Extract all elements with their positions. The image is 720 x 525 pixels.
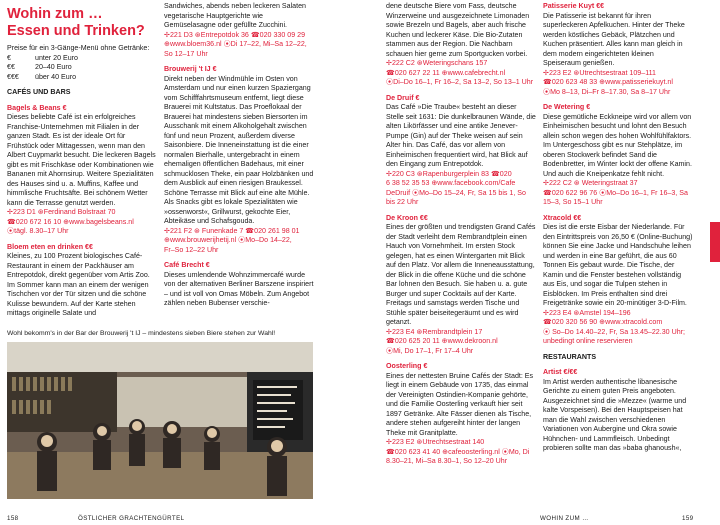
entry-meta: ⦿Di–Do 16–1, Fr 16–2, Sa 13–2, So 13–1 Uhr	[386, 78, 534, 86]
photo-caption: Wohl bekomm's in der Bar der Brouwerij 't IJ – mindestens sieben Biere stehen zur Wahl!	[7, 330, 276, 337]
entry-meta: ✢221 F2 ⊛ Funenkade 7 ☎020 261 98 01	[164, 226, 300, 235]
entry-title-kroon: De Kroon €€	[386, 213, 428, 222]
section-heading-cafes: CAFÉS UND BARS	[7, 88, 71, 96]
entry-meta: ✢222 C2 ⊛Weteringschans 157	[386, 59, 488, 67]
entry-text-bloem: Kleines, zu 100 Prozent biologisches Café-Restaurant in einem der Packhäuser am Entrepotdok, direkt gegenüber vom Artis Zoo. Im Sommer kann man an einem der wenigen Tischchen vor der Tür sitzen und die schöne Kulisse bewundern. Auf der Karte stehen mittags originelle Salate und	[7, 252, 150, 317]
footer-section-left: ÖSTLICHER GRACHTENGÜRTEL	[78, 515, 185, 522]
entry-meta[interactable]: ☎020 623 48 33 ⊕www.patisseriekuyt.nl	[543, 78, 673, 86]
entry-text-druif: Das Café »Die Traube« besteht an dieser Stelle seit 1631: Die dunkelbraunen Wände, die alten Likörfässer und eine antike Jenever-Pumpe (Gin) auf der Theke weisen auf sein Alter hin. Das Café, das vor allem von Einheimischen frequentiert wird, hat Blick auf den Eingang zum Entrepotdok.	[386, 103, 536, 168]
entry-meta: unbedingt online reservieren	[543, 337, 633, 345]
entry-meta: ✢223 E4 ⊛Amstel 194–196	[543, 308, 631, 317]
price-row: €€€ über 40 Euro	[7, 72, 77, 81]
entry-meta[interactable]: ⊕www.bloem36.nl ⦿Di 17–22, Mi–Sa 12–22,	[164, 40, 307, 48]
entry-title-bagels: Bagels & Beans €	[7, 103, 67, 112]
page-number-right: 159	[682, 515, 694, 522]
price-row: € unter 20 Euro	[7, 53, 78, 62]
footer-section-right: WOHIN ZUM …	[540, 515, 589, 522]
entry-meta: ✢223 E2 ⊛Utrechtsestraat 109–111	[543, 68, 656, 77]
column-1	[7, 6, 157, 319]
bar-photo-illustration	[7, 342, 313, 499]
entry-text-brecht-cont: dene deutsche Biere vom Fass, deutsche Winzerweine und ausgezeichnete Limonaden sowie Brezeln und Bagels, aber auch frische Kuchen und leckerer Käse. Die Bio-Zutaten stammen aus der Region. Die Nachbarn schauen hier gerne zum Sportgucken vorbei.	[386, 2, 530, 58]
entry-title-bloem: Bloem eten en drinken €€	[7, 242, 93, 251]
entry-title-wetering: De Wetering €	[543, 103, 591, 111]
price-row: €€ 20–40 Euro	[7, 63, 72, 71]
entry-meta: ✢223 E4 ⊛Rembrandtplein 17	[386, 327, 483, 336]
entry-meta[interactable]: ⊕www.brouwerijhetij.nl ⦿Mo–Do 14–22,	[164, 236, 292, 244]
entry-meta: Fr–So 12–22 Uhr	[164, 245, 219, 254]
column-2	[164, 2, 314, 309]
entry-meta[interactable]: ☎020 627 22 11 ⊕www.cafebrecht.nl	[386, 68, 506, 77]
entry-text-bagels: Dieses beliebte Café ist ein erfolgreiches Franchise-Unternehmen mit Filialen in der ganzen Stadt. Es ist der ideale Ort für Frühstück oder Mittagessen, wenn man den Albert Cuypmarkt besucht. Die leckeren Bagels gibt es mit Frischkäse oder Kombinationen wie Bananen mit Ahornsirup. Weitere Spezialitäten des Hauses sind u. a. Muffins, Kaffee und himmlische Fruchtsäfte. Bei schönem Wetter kann die Terrasse genutzt werden.	[7, 113, 156, 207]
entry-meta: 15–3, So 15–1 Uhr	[543, 198, 603, 206]
column-4	[543, 2, 693, 454]
entry-meta: ⦿tägl. 8.30–17 Uhr	[7, 227, 69, 235]
entry-title-xtracold: Xtracold €€	[543, 213, 582, 222]
entry-meta: ⦿ So–Do 14.40–22, Fr, Sa 13.45–22.30 Uhr;	[543, 327, 685, 336]
entry-text-bloem-cont: Sandwiches, abends neben leckeren Salaten vegetarische Hauptgerichte wie Gemüselasagne oder gefüllte Zucchini.	[164, 2, 306, 29]
entry-meta[interactable]: ☎020 625 20 11 ⊕www.dekroon.nl	[386, 337, 498, 345]
entry-meta[interactable]: ☎020 320 56 90 ⊕www.xtracold.com	[543, 318, 663, 326]
entry-meta[interactable]: 6 38 52 35 53 ⊕www.facebook.com/Cafe	[386, 179, 516, 187]
entry-text-xtracold: Dies ist die erste Eisbar der Niederlande. Für den Eintrittspreis von 26,50 € (Online-Buchung) können Sie eine Jacke und Handschuhe leihen und werden in eine Bar geführt, die aus 60 Tonnen Eis gebaut wurde. Die Tische, der Kamin und die Fenster bestehen vollständig aus Eis, und sogar die Tulpen stehen in Eisblöcken. Im Preis enthalten sind drei Freigetränke sowie ein 20-minütiger 3-D-Film.	[543, 223, 693, 307]
entry-title-kuyt: Patisserie Kuyt €€	[543, 2, 605, 10]
price-intro: Preise für ein 3-Gänge-Menü ohne Getränke:	[7, 44, 150, 52]
section-heading-restaurants: RESTAURANTS	[543, 352, 597, 361]
price-list	[7, 54, 157, 83]
entry-meta: ✢223 D1 ⊛Ferdinand Bolstraat 70	[7, 208, 116, 216]
entry-meta[interactable]: ☎020 623 41 40 ⊕cafeoosterling.nl ⦿Mo, Di	[386, 447, 530, 456]
page-title: Wohin zum … Essen und Trinken?	[7, 6, 145, 39]
bar-photo	[7, 342, 313, 499]
entry-meta: 8.30–21, Mi–Sa 8.30–1, So 12–20 Uhr	[386, 457, 508, 465]
column-3	[386, 2, 536, 467]
entry-meta: DeDruif ⦿Mo–Do 15–24, Fr, Sa 15 bis 1, So bis 22 Uhr	[386, 188, 526, 206]
entry-title-artist: Artist €/€€	[543, 368, 578, 376]
entry-meta: ✢221 D3 ⊛Entrepotdok 36 ☎020 330 09 29	[164, 30, 306, 39]
entry-title-brouwerij: Brouwerij 't IJ €	[164, 65, 217, 73]
entry-meta[interactable]: ☎020 672 16 10 ⊕www.bagelsbeans.nl	[7, 217, 134, 226]
entry-meta: ⦿Mo 8–13, Di–Fr 8–17.30, Sa 8–17 Uhr	[543, 87, 671, 96]
entry-meta: ✢220 C3 ⊛Rapenburgerplein 83 ☎020	[386, 169, 512, 178]
chapter-tab	[710, 222, 720, 262]
entry-meta: ✢222 C2 ⊛ Weteringstraat 37	[543, 179, 638, 187]
entry-text-brecht: Dieses umlendende Wohnzimmercafé wurde von der alternativen Berliner Barszene inspiriert – und ist voll von Omas Möbeln. Zum Angebot zählen neben Bubenser verschie-	[164, 270, 314, 307]
entry-meta: So 12–17 Uhr	[164, 49, 208, 58]
entry-title-oosterling: Oosterling €	[386, 362, 428, 370]
entry-text-kroon: Eines der größten und trendigsten Grand Cafés der Stadt verleiht dem Rembrandtplein einen Hauch von Vornehmheit. Im ersten Stock gelegen, hat es einen Wintergarten mit Blick auf den Platz. Vor allem die Inneneausstattung, der Blick in die offene Küche und die schöne Bar lohnen den Besuch. Sie haben u. a. gute Burger und super Cocktails auf der Karte. Freitags und samstags werden Tische und Stühle später beiseitegeräumt und es wird getanzt.	[386, 223, 536, 326]
page-number-left: 158	[7, 515, 19, 522]
entry-meta: ⦿Mi, Do 17–1, Fr 17–4 Uhr	[386, 346, 474, 355]
entry-meta: ☎020 622 96 76 ⦿Mo–Do 16–1, Fr 16–3, Sa	[543, 188, 688, 197]
entry-text-wetering: Diese gemütliche Eckkneipe wird vor allem von Einheimischen besucht und lohnt den Besuch allein schon wegen des hohen Wohlfühlfaktors. Im Untergeschoss gibt es nur Stehplätze, im oberen Stockwerk befindet Sand die Bodenbretter, im Winter lockt der offene Kamin. Und auch die Kneipenkatze fehlt nicht.	[543, 112, 692, 178]
entry-text-brouwerij: Direkt neben der Windmühle im Osten von Amsterdam und nur einen kurzen Spaziergang vom Schifffahrtsmuseum entfernt, liegt diese Brauerei mit Kultstatus. Das Proeflokaal der Brauerei hat mindestens sieben Biersorten im Ausschank mit einem Alkoholgehalt zwischen fünf und neun Prozent, außerdem diverse Saisonbiere. Die Inneneinstattung ist die einer normalen Bierhalle, untergebracht in einem ehemaligen öffentlichen Badehaus, mit einer schmucklosen Theke, ein paar Holzbänken und dem Ausblick auf einen riesigen Braukessel. Schöne Terrasse mit Blick auf eine alte Mühle. Als Snacks gibt es lokale Spezialitäten wie »ossenworst«, Grillwurst, gekochte Eier, Abteikäse und Schafsgouda.	[164, 74, 314, 225]
entry-text-oosterling: Eines der nettesten Bruine Cafés der Stadt: Es liegt in einem Gebäude von 1735, das einmal der Vereinigten Ostindien-Kompanie gehörte, und die Familie Oosterling verkauft hier seit 1897 Getränke. Alte Fässer dienen als Tische, andere stehen aufgereiht hinter der langen Theke mit Granitplatte.	[386, 371, 534, 437]
entry-text-artist: Im Artist werden authentische libanesische Gerichte zu einem guten Preis angeboten. Ausgezeichnet sind die »Mezze« (warme und kalte Vorspeisen). Bei den Hauptspeisen hat man die Wahl zwischen verschiedenen Variationen von Aubergine und Okra sowie Hühnchen- und Lammfleisch. Unbedingt probieren sollte man das »baba ghanoush«,	[543, 377, 687, 452]
entry-text-kuyt: Die Patisserie ist bekannt für ihren superleckeren Apfelkuchen. Hinter der Theke werden köstliches Gebäck, Plätzchen und Kuchen präsentiert. Alles kann man gleich in dem modern eingerichteten kleinen Speiseraum genießen.	[543, 11, 685, 67]
entry-title-brecht: Café Brecht €	[164, 261, 210, 269]
entry-meta: ✢223 E2 ⊛Utrechtsestraat 140	[386, 438, 485, 446]
entry-title-druif: De Druif €	[386, 93, 420, 102]
